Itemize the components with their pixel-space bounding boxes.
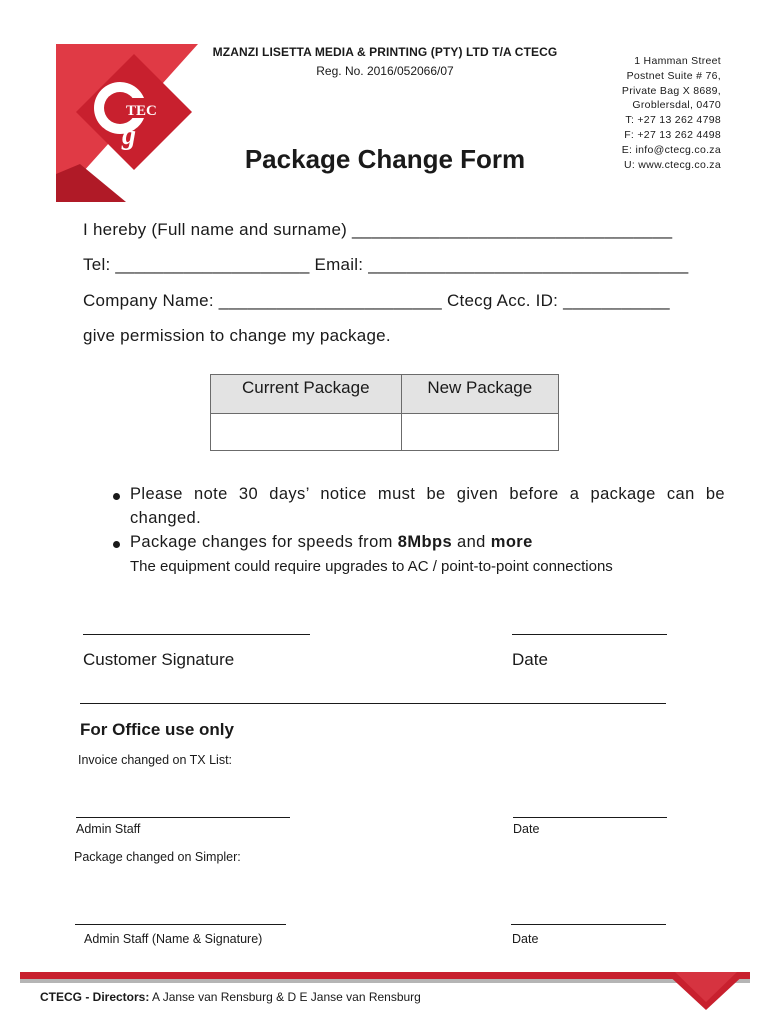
customer-signature-line[interactable] [83, 634, 310, 635]
speed-note: Package changes for speeds from 8Mbps and more [130, 533, 533, 551]
admin-staff-line[interactable] [76, 817, 290, 818]
phone-line: T: +27 13 262 4798 [625, 114, 721, 127]
new-package-header: New Package [401, 375, 558, 414]
company-address [590, 54, 721, 172]
ctecg-logo [56, 44, 198, 202]
company-account-field[interactable]: Company Name: _______________________ Ctecg Acc. ID: ___________ [83, 291, 670, 310]
company-registration: Reg. No. 2016/052066/07 [316, 64, 454, 78]
notice-note-line2: changed. [130, 509, 202, 527]
admin-date-line[interactable] [513, 817, 667, 818]
equipment-note: The equipment could require upgrades to AC / point-to-point connections [130, 558, 613, 575]
current-package-cell[interactable] [211, 414, 402, 451]
speed-more: more [490, 533, 533, 551]
footer-arrow-icon [665, 972, 747, 1010]
admin-staff-label: Admin Staff [76, 822, 141, 836]
address-line: Postnet Suite # 76, [626, 69, 721, 82]
package-table [210, 374, 559, 451]
bullet-icon [113, 541, 120, 548]
customer-signature-label: Customer Signature [83, 650, 235, 669]
svg-text:TEC: TEC [126, 103, 157, 119]
customer-date-line[interactable] [512, 634, 667, 635]
full-name-field[interactable]: I hereby (Full name and surname) _________________________________ [83, 220, 673, 239]
admin-staff-full-label: Admin Staff (Name & Signature) [84, 932, 263, 946]
fax-line: F: +27 13 262 4498 [624, 128, 721, 141]
footer-shadow [20, 979, 750, 983]
office-use-heading: For Office use only [80, 720, 234, 739]
customer-date-label: Date [512, 650, 548, 669]
address-line: Groblersdal, 0470 [632, 99, 721, 112]
admin-date2-label: Date [512, 932, 539, 946]
footer-names: A Janse van Rensburg & D E Janse van Rensburg [149, 990, 421, 1004]
tel-email-field[interactable]: Tel: ____________________ Email: _________________________________ [83, 255, 689, 274]
svg-text:g: g [122, 120, 136, 151]
admin-date-label: Date [513, 822, 540, 836]
admin-staff-name-line[interactable] [75, 924, 286, 925]
footer-label: CTECG - Directors: [40, 990, 150, 1004]
package-changed-label: Package changed on Simpler: [74, 850, 241, 864]
address-line: Private Bag X 8689, [621, 84, 721, 97]
website-line: U: www.ctecg.co.za [623, 158, 721, 171]
invoice-changed-label: Invoice changed on TX List: [78, 753, 233, 767]
address-line: 1 Hamman Street [634, 55, 721, 67]
admin-date2-line[interactable] [511, 924, 666, 925]
new-package-cell[interactable] [401, 414, 558, 451]
company-name: MZANZI LISETTA MEDIA & PRINTING (PTY) LTD T/A CTECG [212, 45, 558, 59]
speed-value: 8Mbps [397, 533, 453, 551]
footer-bar [20, 972, 750, 979]
footer-directors [40, 990, 421, 1004]
notice-note-line1: Please note 30 days’ notice must be given before a package can be [130, 485, 725, 503]
form-title: Package Change Form [244, 144, 526, 174]
email-line: E: info@ctecg.co.za [621, 143, 721, 156]
current-package-header: Current Package [211, 375, 402, 414]
section-divider [80, 703, 666, 704]
bullet-icon [113, 493, 120, 500]
permission-text: give permission to change my package. [83, 326, 391, 345]
